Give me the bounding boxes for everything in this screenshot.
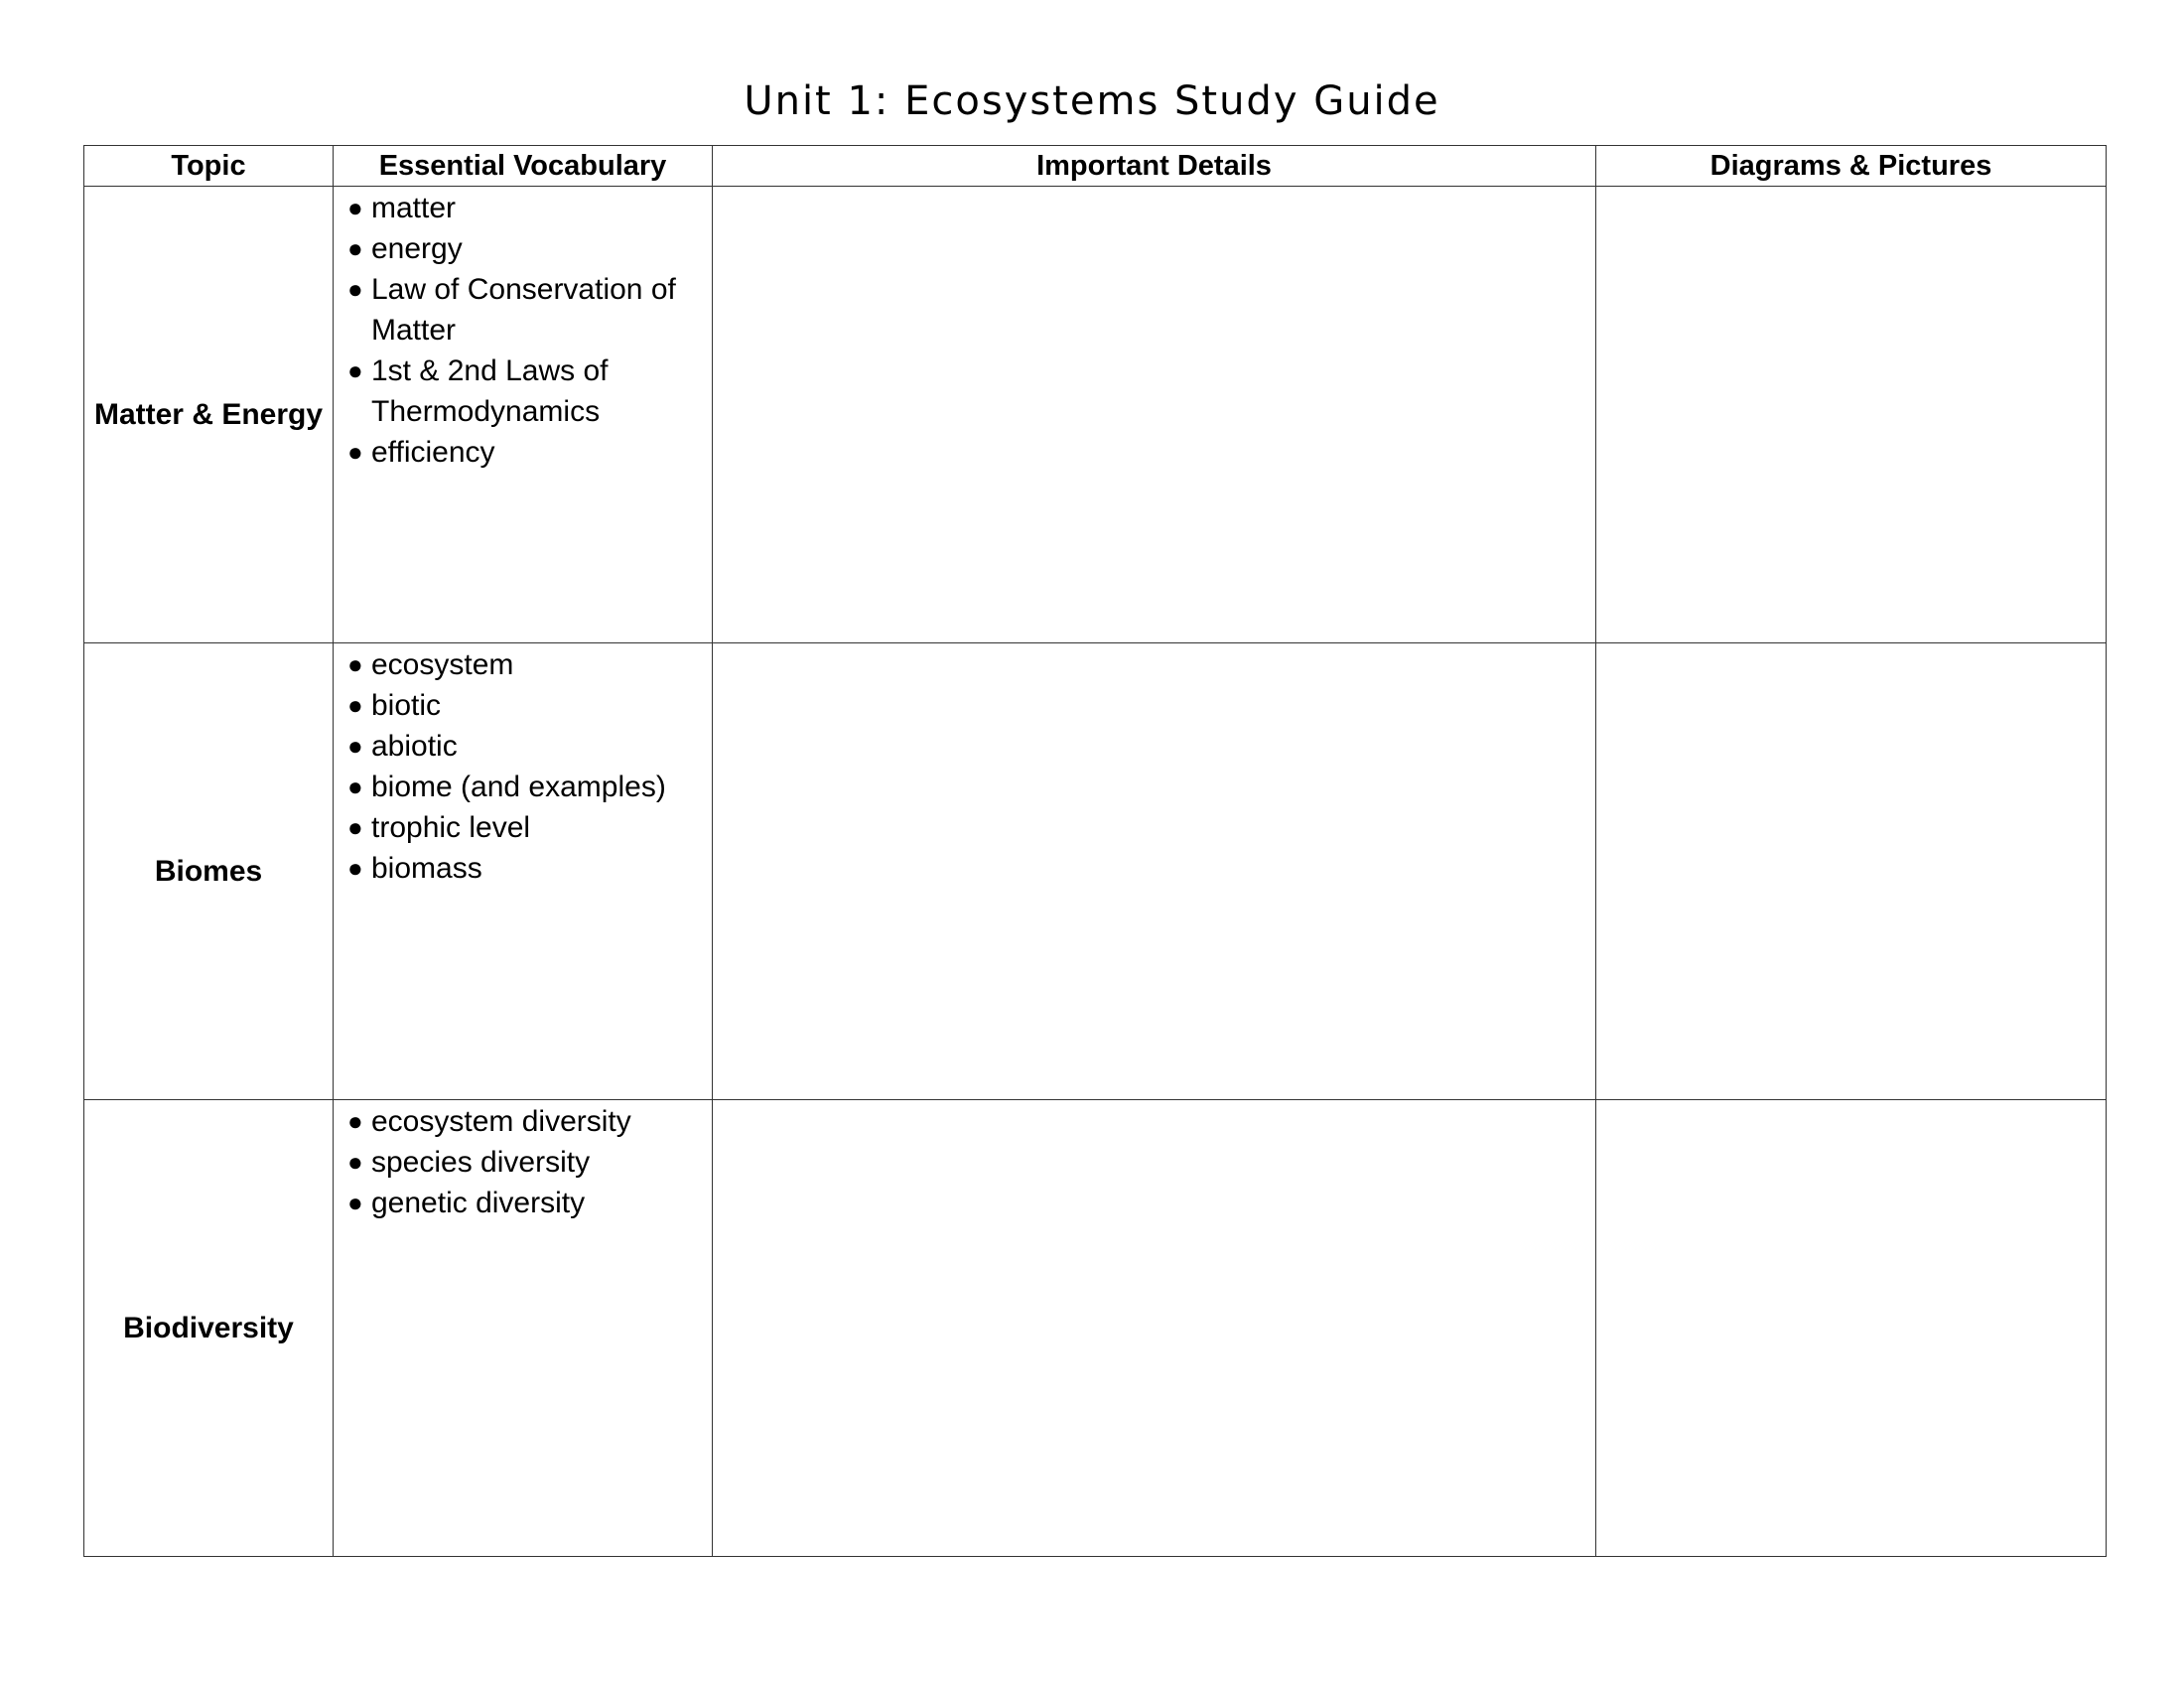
topic-cell: Matter & Energy [84,187,334,643]
table-row [84,187,2107,643]
header-row [84,146,2107,187]
header-topic: Topic [84,146,334,187]
bullet-icon: ● [347,731,363,761]
study-guide-table [83,145,2107,1557]
table-row [84,1100,2107,1557]
bullet-icon: ● [347,1106,363,1136]
vocabulary-term: genetic diversity [371,1187,586,1219]
vocabulary-term: trophic level [371,811,531,844]
important-details-cell[interactable] [713,187,1596,643]
vocabulary-term: abiotic [371,730,458,763]
diagrams-pictures-cell[interactable] [1596,643,2107,1100]
list-item [347,767,712,807]
bullet-icon: ● [347,274,363,304]
diagrams-pictures-cell[interactable] [1596,187,2107,643]
bullet-icon: ● [347,437,363,467]
vocabulary-term: biomass [371,852,482,885]
vocabulary-list [334,187,712,473]
vocabulary-term: biome (and examples) [371,771,666,803]
bullet-icon: ● [347,1188,363,1217]
bullet-icon: ● [347,812,363,842]
list-item [347,848,712,889]
vocabulary-term: 1st & 2nd Laws of Thermodynamics [371,354,609,428]
vocabulary-term: efficiency [371,436,495,469]
bullet-icon: ● [347,233,363,263]
bullet-icon: ● [347,690,363,720]
topic-cell: Biomes [84,643,334,1100]
bullet-icon: ● [347,1147,363,1177]
page-title: Unit 1: Ecosystems Study Guide [744,78,1440,124]
list-item [347,685,712,726]
bullet-icon: ● [347,193,363,222]
header-diagrams-pictures: Diagrams & Pictures [1596,146,2107,187]
header-essential-vocabulary: Essential Vocabulary [334,146,713,187]
vocabulary-term: matter [371,192,457,224]
vocabulary-term: energy [371,232,463,265]
topic-cell: Biodiversity [84,1100,334,1557]
table-row [84,643,2107,1100]
list-item [347,644,712,685]
vocabulary-term: ecosystem diversity [371,1105,631,1138]
list-item [347,726,712,767]
vocabulary-cell [334,187,713,643]
list-item [347,1183,712,1223]
vocabulary-term: species diversity [371,1146,591,1179]
vocabulary-term: ecosystem [371,648,514,681]
vocabulary-list [334,1100,712,1223]
important-details-cell[interactable] [713,1100,1596,1557]
bullet-icon: ● [347,649,363,679]
diagrams-pictures-cell[interactable] [1596,1100,2107,1557]
list-item [347,807,712,848]
list-item [347,1101,712,1142]
list-item [347,1142,712,1183]
vocabulary-cell [334,1100,713,1557]
important-details-cell[interactable] [713,643,1596,1100]
list-item [347,188,712,228]
header-important-details: Important Details [713,146,1596,187]
list-item [347,432,712,473]
list-item [347,228,712,269]
vocabulary-cell [334,643,713,1100]
list-item [347,269,712,351]
bullet-icon: ● [347,853,363,883]
list-item [347,351,712,432]
bullet-icon: ● [347,772,363,801]
vocabulary-term: Law of Conservation of Matter [371,273,676,347]
vocabulary-term: biotic [371,689,442,722]
bullet-icon: ● [347,355,363,385]
vocabulary-list [334,643,712,889]
